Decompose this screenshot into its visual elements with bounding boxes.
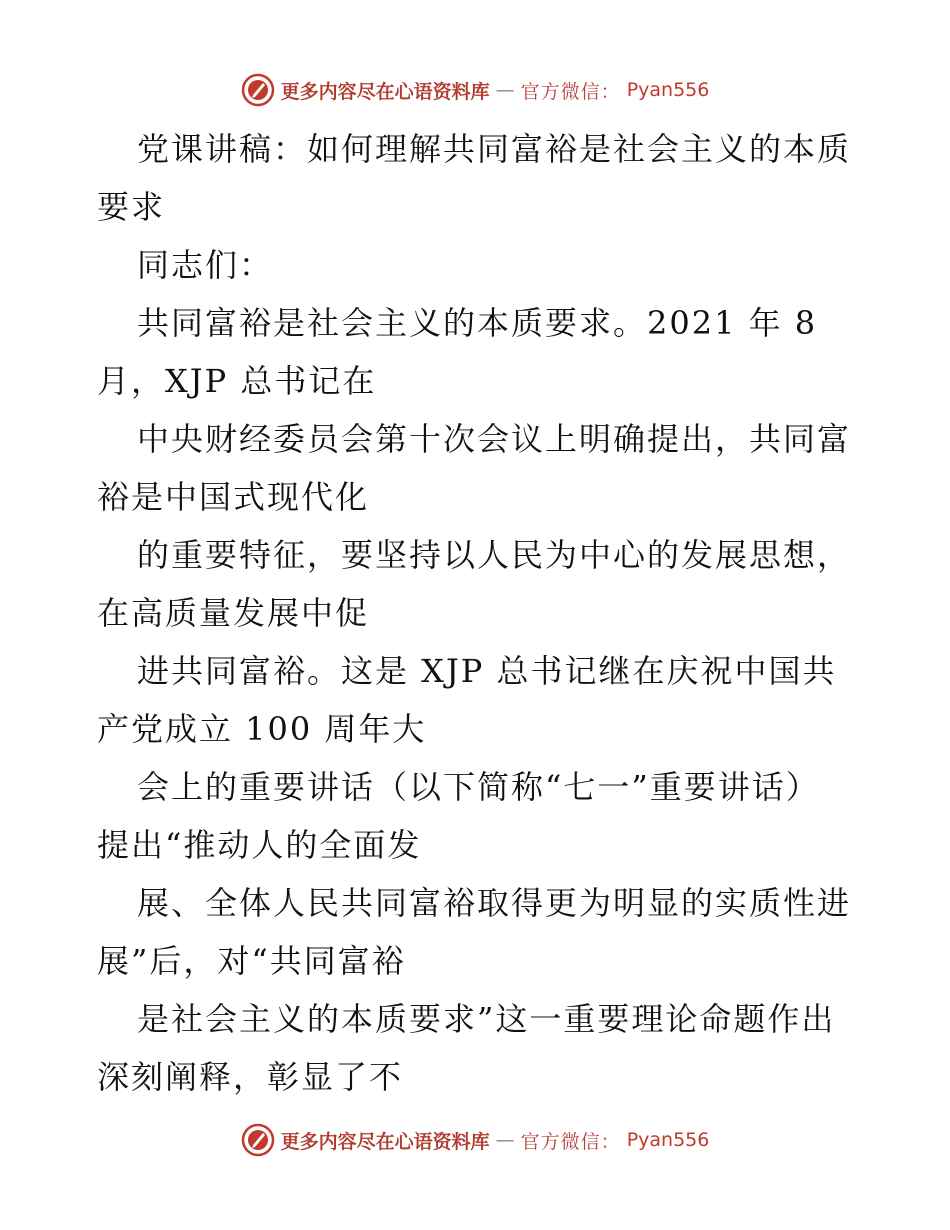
document-line: 裕是中国式现代化 <box>97 478 370 516</box>
document-line: 党课讲稿：如何理解共同富裕是社会主义的本质 <box>137 130 852 168</box>
document-line: 月，XJP 总书记在 <box>97 362 377 400</box>
watermark-contact-label: 官方微信： <box>520 80 621 103</box>
header-watermark <box>0 70 950 110</box>
document-line: 要求 <box>97 188 166 226</box>
watermark-handle: Pyan556 <box>626 1129 710 1151</box>
watermark-contact-label: 官方微信： <box>520 1130 621 1153</box>
document-line: 提出“推动人的全面发 <box>97 826 422 864</box>
document-line: 展、全体人民共同富裕取得更为明显的实质性进 <box>137 884 852 922</box>
document-line: 会上的重要讲话（以下简称“七一”重要讲话） <box>137 768 820 806</box>
watermark-handle: Pyan556 <box>626 79 710 101</box>
watermark-brand: 更多内容尽在心语资料库 <box>280 80 490 103</box>
document-line: 在高质量发展中促 <box>97 594 370 632</box>
document-line: 是社会主义的本质要求”这一重要理论命题作出 <box>137 1000 836 1038</box>
document-line: 深刻阐释，彰显了不 <box>97 1058 404 1096</box>
document-line: 展”后，对“共同富裕 <box>97 942 406 980</box>
document-line: 进共同富裕。这是 XJP 总书记继在庆祝中国共 <box>137 652 837 690</box>
document-line: 共同富裕是社会主义的本质要求。2021 年 8 <box>137 304 818 342</box>
pen-seal-icon <box>241 1123 275 1157</box>
document-line: 中央财经委员会第十次会议上明确提出，共同富 <box>137 420 852 458</box>
document-line: 同志们： <box>137 246 274 284</box>
pen-seal-icon <box>241 73 275 107</box>
document-body <box>97 120 857 1106</box>
watermark-dash: — <box>495 1129 515 1151</box>
watermark-dash: — <box>495 79 515 101</box>
document-line: 的重要特征，要坚持以人民为中心的发展思想， <box>137 536 852 574</box>
watermark-brand: 更多内容尽在心语资料库 <box>280 1130 490 1153</box>
footer-watermark <box>0 1120 950 1160</box>
document-line: 产党成立 100 周年大 <box>97 710 427 748</box>
